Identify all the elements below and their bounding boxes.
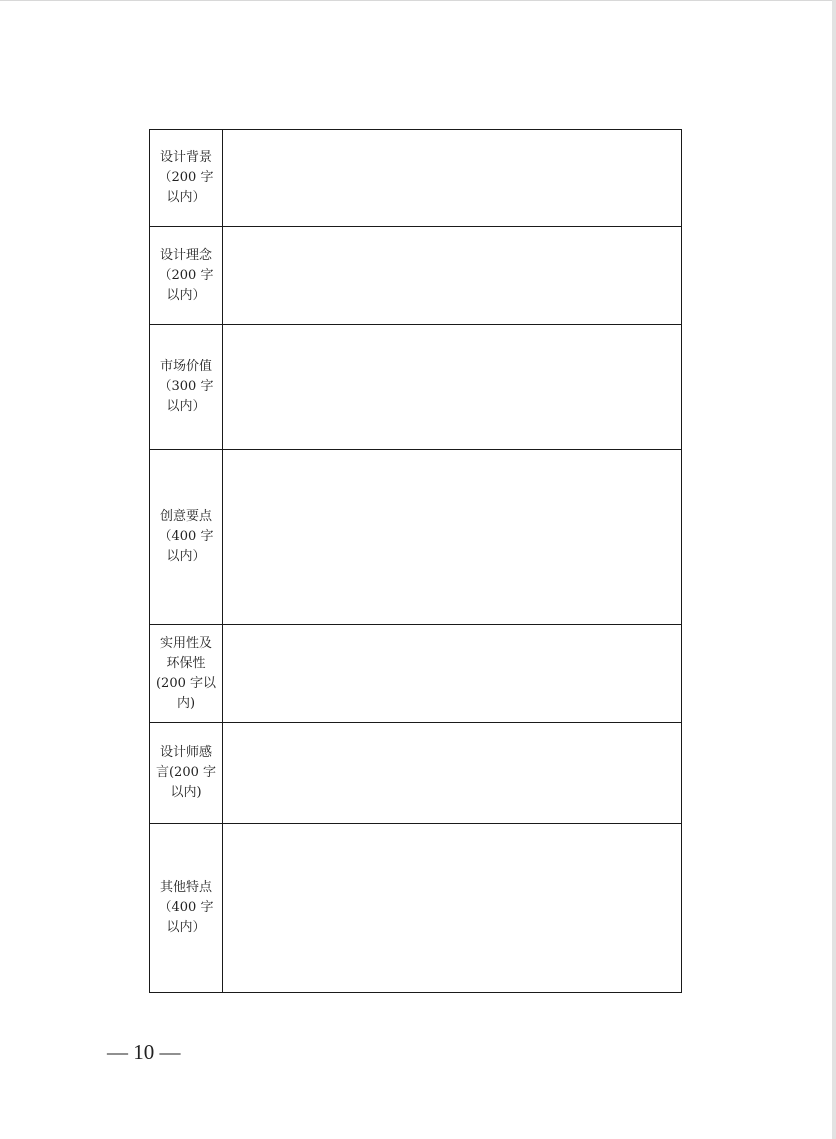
table-row bbox=[150, 325, 682, 450]
row-label-designer-remarks: 设计师感 言(200 字 以内) bbox=[150, 723, 223, 824]
table-row bbox=[150, 227, 682, 325]
row-label-practicality-eco: 实用性及 环保性 (200 字以 内) bbox=[150, 625, 223, 723]
table-row bbox=[150, 625, 682, 723]
table-row bbox=[150, 723, 682, 824]
content-field-market-value[interactable] bbox=[223, 325, 682, 450]
content-field-design-concept[interactable] bbox=[223, 227, 682, 325]
content-field-design-background[interactable] bbox=[223, 130, 682, 227]
row-label-creative-points: 创意要点 （400 字 以内） bbox=[150, 450, 223, 625]
row-label-design-background: 设计背景 （200 字 以内） bbox=[150, 130, 223, 227]
page-number: — 10 — bbox=[107, 1040, 181, 1064]
entry-form-table bbox=[149, 129, 682, 993]
page-edge-shadow bbox=[832, 0, 836, 1139]
table-row bbox=[150, 450, 682, 625]
row-label-market-value: 市场价值 （300 字 以内） bbox=[150, 325, 223, 450]
content-field-designer-remarks[interactable] bbox=[223, 723, 682, 824]
content-field-practicality-eco[interactable] bbox=[223, 625, 682, 723]
table-row bbox=[150, 824, 682, 993]
table-row bbox=[150, 130, 682, 227]
content-field-creative-points[interactable] bbox=[223, 450, 682, 625]
content-field-other-features[interactable] bbox=[223, 824, 682, 993]
row-label-other-features: 其他特点 （400 字 以内） bbox=[150, 824, 223, 993]
row-label-design-concept: 设计理念 （200 字 以内） bbox=[150, 227, 223, 325]
